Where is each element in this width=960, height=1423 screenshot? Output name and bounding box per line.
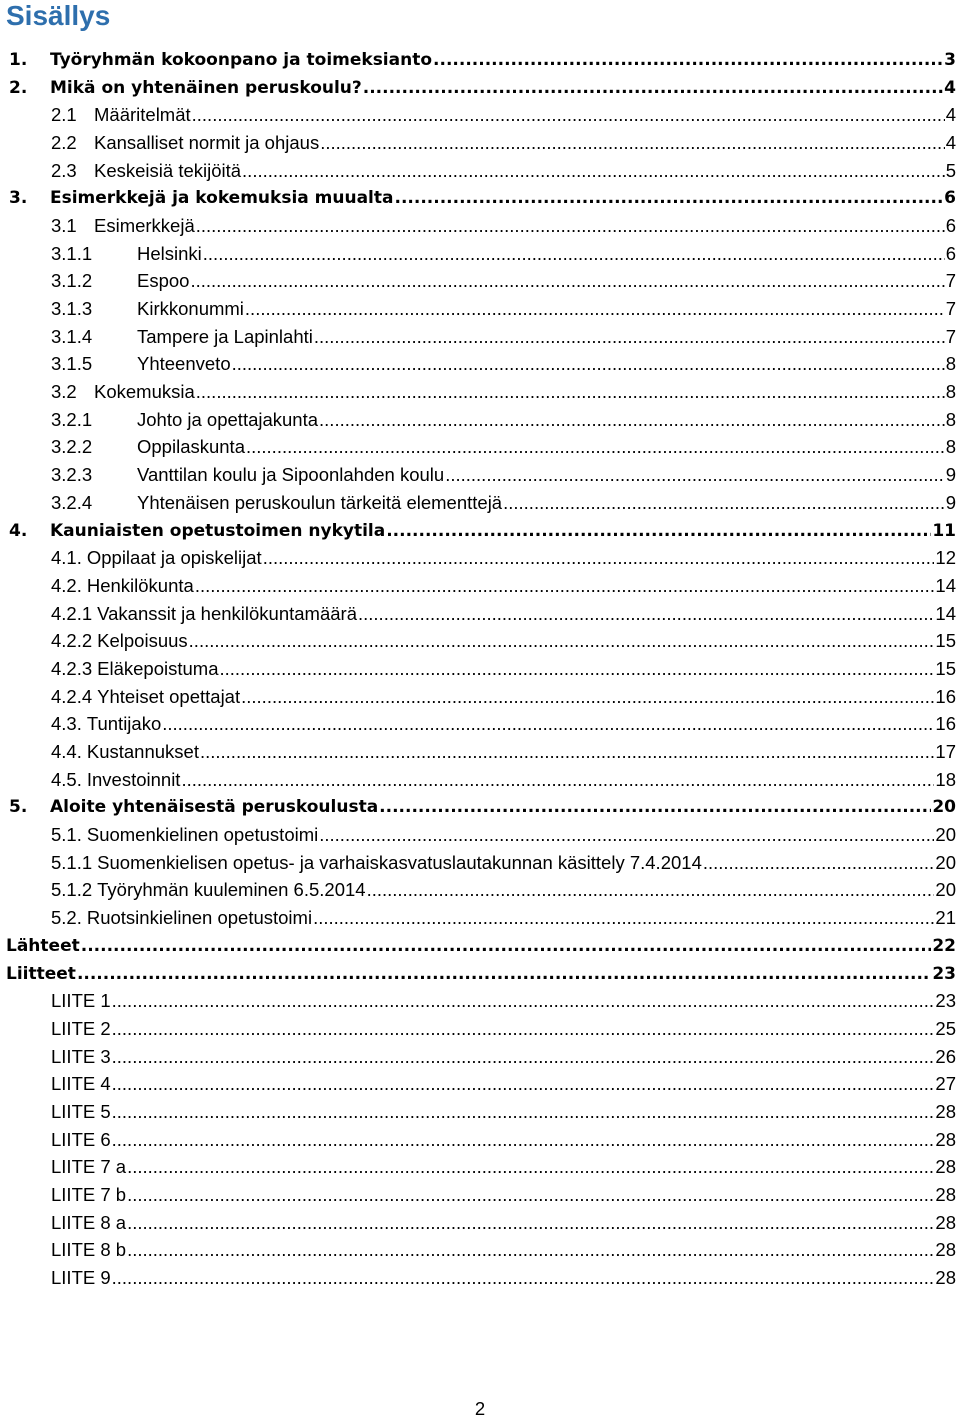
toc-entry[interactable] [0,212,960,240]
toc-entry[interactable] [0,184,960,212]
toc-entry[interactable] [0,489,960,517]
toc-dot-leader [127,1239,934,1261]
toc-dot-leader [319,409,945,431]
toc-entry-number: 2.1 [51,104,77,126]
toc-entry-page: 3 [944,49,956,70]
toc-entry[interactable] [0,378,960,406]
toc-entry[interactable] [0,572,960,600]
toc-entry-number: 4.4. [51,741,82,763]
toc-entry[interactable] [0,932,960,960]
toc-dot-leader [127,1184,934,1206]
toc-entry-page: 28 [935,1239,956,1261]
toc-entry[interactable] [0,987,960,1015]
toc-entry-number: 4.2.3 [51,657,93,679]
toc-entry-title: Suomenkielinen opetustoimi [86,824,319,846]
toc-entry-number: 2.3 [51,159,77,181]
toc-entry-page: 20 [932,797,956,818]
toc-dot-leader [232,353,945,375]
toc-entry-title: Aloite yhtenäisestä peruskoulusta [50,797,379,818]
toc-dot-leader [703,852,935,874]
toc-entry-title: Yhteenveto [137,353,231,375]
toc-entry-number: 3.1.5 [51,353,93,375]
toc-entry-title: Oppilaskunta [137,436,245,458]
toc-entry-page: 14 [935,602,956,624]
toc-entry-page: 12 [935,547,956,569]
toc-entry-number: 5. [9,797,28,818]
toc-entry-title: LIITE 8 b [51,1239,127,1261]
toc-entry[interactable] [0,268,960,296]
toc-entry[interactable] [0,129,960,157]
toc-dot-leader [112,1046,935,1068]
toc-entry-number: 5.1.1 [51,851,93,873]
toc-entry[interactable] [0,1098,960,1126]
toc-dot-leader [433,50,943,70]
toc-dot-leader [246,436,945,458]
toc-dot-leader [192,104,945,126]
toc-dot-leader [189,630,935,652]
toc-entry-page: 7 [945,270,956,292]
toc-entry-page: 9 [945,491,956,513]
toc-dot-leader [363,78,943,98]
toc-dot-leader [200,741,934,763]
toc-entry-page: 4 [944,77,956,98]
toc-entry[interactable] [0,600,960,628]
toc-dot-leader [77,964,931,984]
toc-entry-title: Yhtenäisen peruskoulun tärkeitä elementtejä [137,491,503,513]
toc-dot-leader [358,603,934,625]
toc-entry[interactable] [0,960,960,988]
toc-dot-leader [112,1129,935,1151]
toc-entry-page: 11 [932,520,956,541]
toc-entry-page: 28 [935,1184,956,1206]
toc-entry-page: 20 [935,879,956,901]
toc-entry-number: 4.2.4 [51,685,93,707]
toc-entry[interactable] [0,323,960,351]
toc-entry-title: LIITE 7 a [51,1156,127,1178]
toc-entry-page: 9 [945,464,956,486]
toc-dot-leader [386,521,931,541]
toc-entry-title: Esimerkkejä ja kokemuksia muualta [50,188,394,209]
toc-entry-page: 23 [935,990,956,1012]
toc-entry[interactable] [0,1070,960,1098]
toc-entry-title: Oppilaat ja opiskelijat [86,547,262,569]
toc-entry-number: 4.2.2 [51,630,93,652]
toc-entry-title: Helsinki [137,242,202,264]
toc-entry-title: Kelpoisuus [97,630,188,652]
toc-entry-page: 14 [935,574,956,596]
toc-entry-number: 3.1 [51,214,77,236]
toc-entry-number: 4.2.1 [51,602,93,624]
toc-entry-title: Yhteiset opettajat [97,685,241,707]
toc-entry-page: 4 [945,104,956,126]
toc-entry-title: LIITE 8 a [51,1211,127,1233]
toc-entry[interactable] [0,1043,960,1071]
toc-entry-page: 21 [935,907,956,929]
toc-entry-number: 4.1. [51,547,82,569]
toc-entry[interactable] [0,1126,960,1154]
toc-entry[interactable] [0,794,960,822]
toc-entry-page: 15 [935,630,956,652]
toc-entry[interactable] [0,821,960,849]
toc-dot-leader [112,1073,935,1095]
toc-entry-title: Keskeisiä tekijöitä [94,159,242,181]
toc-dot-leader [245,298,945,320]
toc-entry-title: Ruotsinkielinen opetustoimi [86,907,313,929]
toc-entry-number: 3.2.3 [51,464,93,486]
toc-entry-page: 6 [945,214,956,236]
toc-entry-number: 3.2.1 [51,408,93,430]
toc-entry-title: Eläkepoistuma [97,657,219,679]
toc-entry-page: 17 [935,741,956,763]
toc-entry-title: Kustannukset [86,741,199,763]
toc-entry[interactable] [0,1237,960,1265]
toc-dot-leader [313,907,934,929]
toc-entry[interactable] [0,157,960,185]
toc-entry-number: 3. [9,188,28,209]
toc-entry-title: Mikä on yhtenäinen peruskoulu? [50,77,362,98]
toc-entry-number: 3.2.2 [51,436,93,458]
toc-entry[interactable] [0,74,960,102]
toc-entry[interactable] [0,544,960,572]
toc-entry[interactable] [0,406,960,434]
toc-entry[interactable] [0,766,960,794]
toc-entry-title: Suomenkielisen opetus- ja varhaiskasvatuslautakunnan käsittely 7.4.2014 [97,851,702,873]
toc-entry[interactable] [0,904,960,932]
toc-entry-page: 20 [935,851,956,873]
toc-entry-number: 5.1. [51,824,82,846]
toc-entry-title: Työryhmän kuuleminen 6.5.2014 [97,879,366,901]
toc-dot-leader [81,936,932,956]
toc-entry-number: 3.1.2 [51,270,93,292]
toc-entry-number: 3.1.1 [51,242,93,264]
toc-entry-title: Johto ja opettajakunta [137,408,319,430]
toc-entry-title: Määritelmät [94,104,191,126]
toc-entry[interactable] [0,738,960,766]
toc-entry-page: 8 [945,436,956,458]
toc-entry-page: 6 [945,242,956,264]
toc-entry-title: Tampere ja Lapinlahti [137,325,313,347]
toc-entry[interactable] [0,711,960,739]
toc-entry[interactable] [0,1264,960,1292]
toc-entry-number: 3.1.3 [51,298,93,320]
toc-dot-leader [127,1156,934,1178]
toc-entry-title: LIITE 9 [51,1267,111,1289]
toc-entry-number: 2. [9,77,28,98]
toc-entry-title: Kansalliset normit ja ohjaus [94,131,320,153]
toc-entry-title: Kirkkonummi [137,298,244,320]
toc-entry[interactable] [0,517,960,545]
toc-dot-leader [395,188,944,208]
toc-dot-leader [190,270,944,292]
toc-dot-leader [112,1101,935,1123]
toc-entry[interactable] [0,849,960,877]
toc-dot-leader [379,797,931,817]
toc-entry-title: Kauniaisten opetustoimen nykytila [50,520,386,541]
toc-entry-title: Työryhmän kokoonpano ja toimeksianto [50,49,433,70]
toc-dot-leader [196,215,945,237]
toc-dot-leader [181,769,934,791]
toc-entry-title: Vakanssit ja henkilökuntamäärä [97,602,357,624]
toc-entry-page: 15 [935,657,956,679]
toc-entry[interactable] [0,1181,960,1209]
toc-entry-page: 8 [945,353,956,375]
toc-entry-title: LIITE 5 [51,1100,111,1122]
toc-entry-title: Henkilökunta [86,574,194,596]
toc-entry[interactable] [0,351,960,379]
table-of-contents [0,46,960,1292]
toc-dot-leader [314,326,945,348]
toc-dot-leader [112,1018,935,1040]
toc-entry[interactable] [0,683,960,711]
toc-entry-title: LIITE 2 [51,1017,111,1039]
toc-entry-title: LIITE 3 [51,1045,111,1067]
toc-entry-title: Investoinnit [86,768,181,790]
toc-entry[interactable] [0,101,960,129]
toc-entry-page: 7 [945,325,956,347]
toc-entry-title: Liitteet [6,963,76,984]
toc-dot-leader [263,547,935,569]
toc-entry-page: 27 [935,1073,956,1095]
toc-entry[interactable] [0,1209,960,1237]
toc-entry-title: LIITE 6 [51,1128,111,1150]
toc-entry-title: Tuntijako [86,713,162,735]
toc-heading: Sisällys [6,0,111,31]
toc-entry-number: 5.2. [51,907,82,929]
toc-entry[interactable] [0,655,960,683]
toc-entry-page: 8 [945,408,956,430]
toc-dot-leader [112,1267,935,1289]
toc-entry-page: 18 [935,768,956,790]
toc-entry-page: 4 [945,131,956,153]
toc-entry-number: 4.3. [51,713,82,735]
toc-entry-title: Kokemuksia [94,381,195,403]
toc-dot-leader [319,824,934,846]
toc-entry-number: 3.2.4 [51,491,93,513]
toc-entry-page: 16 [935,685,956,707]
toc-entry-page: 28 [935,1100,956,1122]
toc-entry[interactable] [0,461,960,489]
toc-entry-page: 28 [935,1128,956,1150]
toc-entry[interactable] [0,434,960,462]
toc-dot-leader [162,713,934,735]
toc-dot-leader [127,1212,934,1234]
toc-entry[interactable] [0,627,960,655]
toc-dot-leader [242,160,945,182]
toc-entry-page: 25 [935,1017,956,1039]
toc-entry[interactable] [0,240,960,268]
page-number: 2 [474,1398,486,1419]
toc-entry-number: 4. [9,520,28,541]
toc-entry-page: 8 [945,381,956,403]
toc-entry-page: 6 [944,188,956,209]
toc-dot-leader [503,492,945,514]
toc-entry-number: 1. [9,49,28,70]
toc-entry-number: 4.5. [51,768,82,790]
toc-entry-page: 20 [935,824,956,846]
toc-entry-title: LIITE 7 b [51,1184,127,1206]
toc-entry-title: Esimerkkejä [94,214,195,236]
toc-dot-leader [320,132,945,154]
toc-dot-leader [195,575,935,597]
toc-entry-page: 26 [935,1045,956,1067]
toc-entry-title: Espoo [137,270,190,292]
toc-dot-leader [367,879,935,901]
toc-entry[interactable] [0,877,960,905]
toc-entry-number: 4.2. [51,574,82,596]
toc-entry[interactable] [0,46,960,74]
toc-dot-leader [112,990,935,1012]
toc-dot-leader [220,658,935,680]
toc-entry-page: 28 [935,1211,956,1233]
toc-entry-page: 5 [945,159,956,181]
toc-entry-title: Vanttilan koulu ja Sipoonlahden koulu [137,464,445,486]
toc-entry[interactable] [0,1015,960,1043]
toc-entry-title: Lähteet [6,935,80,956]
toc-dot-leader [445,464,945,486]
toc-entry-page: 7 [945,298,956,320]
toc-entry-number: 5.1.2 [51,879,93,901]
toc-entry-page: 22 [932,935,956,956]
toc-entry-page: 23 [932,963,956,984]
toc-entry-title: LIITE 1 [51,990,111,1012]
toc-entry[interactable] [0,295,960,323]
toc-dot-leader [196,381,945,403]
toc-entry-title: LIITE 4 [51,1073,111,1095]
toc-entry-number: 2.2 [51,131,77,153]
toc-dot-leader [241,686,934,708]
toc-entry-page: 28 [935,1267,956,1289]
toc-entry[interactable] [0,1154,960,1182]
toc-dot-leader [203,243,945,265]
toc-entry-page: 16 [935,713,956,735]
toc-entry-number: 3.2 [51,381,77,403]
toc-entry-number: 3.1.4 [51,325,93,347]
toc-entry-page: 28 [935,1156,956,1178]
